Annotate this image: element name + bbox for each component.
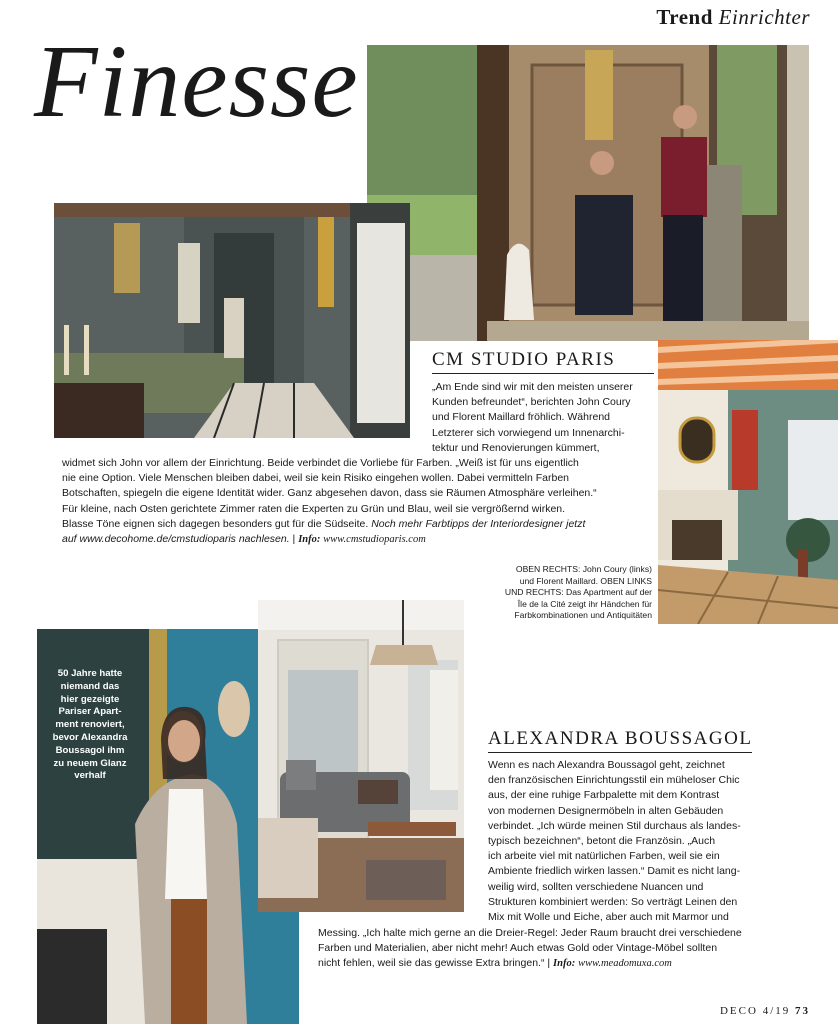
overlay-line: zu neuem Glanz <box>53 757 127 769</box>
overlay-line: verhalf <box>74 770 106 782</box>
photo-grey-hallway <box>54 203 410 438</box>
text-line: aus, der eine ruhige Farbpalette mit dem Kontrast <box>488 789 720 802</box>
photo-white-livingroom <box>258 600 464 912</box>
section-label-bold: Trend <box>656 5 713 29</box>
text-line: tektur und Renovierungen kümmert, <box>432 441 600 454</box>
photo-designers-portrait <box>367 45 809 341</box>
text-line: und Florent Maillard fröhlich. Während <box>432 411 610 424</box>
page-number: 73 <box>795 1005 810 1017</box>
alexandra-info-link[interactable]: www.meadomuxa.com <box>578 958 672 970</box>
text-line: Ambiente friedlich wirken lassen.“ Damit es nicht lang- <box>488 865 741 878</box>
text-line <box>62 532 656 547</box>
text-line: Kunden befreundet“, berichten John Coury <box>432 396 631 409</box>
alexandra-heading: ALEXANDRA BOUSSAGOL <box>488 728 753 749</box>
text-line: von modernen Designermöbeln in alten Gebäuden <box>488 804 724 817</box>
studio-heading-rule <box>432 373 654 374</box>
alexandra-text-narrow <box>488 758 758 925</box>
text-line: widmet sich John vor allem der Einrichtung. Beide verbindet die Vorliebe für Farben. „Weiß ist für uns eigentlich <box>62 457 579 469</box>
decohome-tip: Noch mehr Farbtipps der Interiordesigner jetzt <box>371 517 586 530</box>
overlay-line: bevor Alexandra <box>52 731 128 743</box>
alexandra-heading-rule <box>488 752 752 753</box>
text-line-plain: Blasse Töne eignen sich dagegen besonders gut für die Südseite. <box>62 517 369 530</box>
text-line: Letzterer sich vorwiegend um Innenarchi- <box>432 426 625 439</box>
overlay-line: Boussagol ihm <box>55 744 125 756</box>
text-line <box>318 956 763 971</box>
text-line: Für kleine, nach Osten gerichtete Zimmer raten die Experten zu Grün und Blau, weil sie vergrößernd wirken. <box>62 502 566 515</box>
studio-info-link[interactable]: www.cmstudioparis.com <box>323 534 426 546</box>
overlay-line: Pariser Apart- <box>58 706 122 718</box>
info-label: Info: <box>298 534 321 546</box>
photo-overlay-caption <box>40 668 140 783</box>
issue-number: 4/19 <box>762 1005 791 1017</box>
overlay-line: niemand das <box>60 680 120 692</box>
alexandra-text-wide <box>318 926 763 972</box>
decohome-tip-url: auf www.decohome.de/cmstudioparis nachlesen. <box>62 533 290 546</box>
section-label <box>656 5 810 30</box>
text-line-plain: nicht fehlen, weil sie das gewisse Extra bringen.“ <box>318 957 545 970</box>
text-line: nie eine Option. Viele Menschen bleiben dabei, weil sie kein Risiko eingehen wollen. Dabei vermitteln Farben <box>62 472 570 485</box>
studio-text-wide <box>62 456 656 547</box>
caption-line: und Florent Maillard. OBEN LINKS <box>519 575 652 586</box>
text-line: den französischen Einrichtungsstil ein müheloser Chic <box>488 774 740 787</box>
section-label-italic: Einrichter <box>718 5 810 29</box>
caption-line: UND RECHTS: Das Apartment auf der <box>504 587 652 598</box>
text-line: „Am Ende sind wir mit den meisten unserer <box>432 381 633 393</box>
text-line: Botschaften, spiegeln die eigene Identität wider. Ganz abgesehen davon, dass sie Räumen Atmosphäre verleihen.“ <box>62 487 597 500</box>
page-title: Finesse <box>34 24 359 139</box>
separator: | <box>544 957 554 970</box>
text-line: weilig wird, sollten verschiedene Nuancen und <box>488 880 704 893</box>
text-line: typisch bezeichnen“, betont die Französin. „Auch <box>488 835 716 848</box>
overlay-line: ment renoviert, <box>55 719 125 731</box>
photo-orange-salon <box>658 340 838 624</box>
text-line: Strukturen kombiniert werden: So verträgt Leinen den <box>488 895 738 908</box>
text-line: verbindet. „Ich würde meinen Stil durchaus als landes- <box>488 819 741 832</box>
text-line: ich arbeite viel mit natürlichen Farben, weil sie ein <box>488 850 720 863</box>
page-footer <box>720 1005 810 1017</box>
separator: | <box>289 533 299 546</box>
studio-heading: CM STUDIO PARIS <box>432 349 616 370</box>
caption-line: Île de la Cité zeigt ihr Händchen für <box>517 598 652 609</box>
caption-line: OBEN RECHTS: John Coury (links) <box>515 564 652 574</box>
studio-text-narrow <box>432 380 658 456</box>
text-line <box>62 517 656 532</box>
text-line: Mix mit Wolle und Eiche, aber auch mit Marmor und <box>488 911 729 924</box>
text-line: Farben und Materialien, aber nicht mehr! Auch etwas Gold oder Vintage-Möbel sollten <box>318 942 718 955</box>
overlay-line: hier gezeigte <box>60 693 120 705</box>
overlay-line: 50 Jahre hatte <box>57 668 123 679</box>
caption-line: Farbkombinationen und Antiquitäten <box>514 610 652 621</box>
text-line: Wenn es nach Alexandra Boussagol geht, zeichnet <box>488 759 725 771</box>
magazine-name: DECO <box>719 1005 758 1017</box>
photo-caption <box>470 564 652 622</box>
text-line: Messing. „Ich halte mich gerne an die Dreier-Regel: Jeder Raum braucht drei verschiedene <box>318 927 742 939</box>
info-label: Info: <box>553 958 576 970</box>
